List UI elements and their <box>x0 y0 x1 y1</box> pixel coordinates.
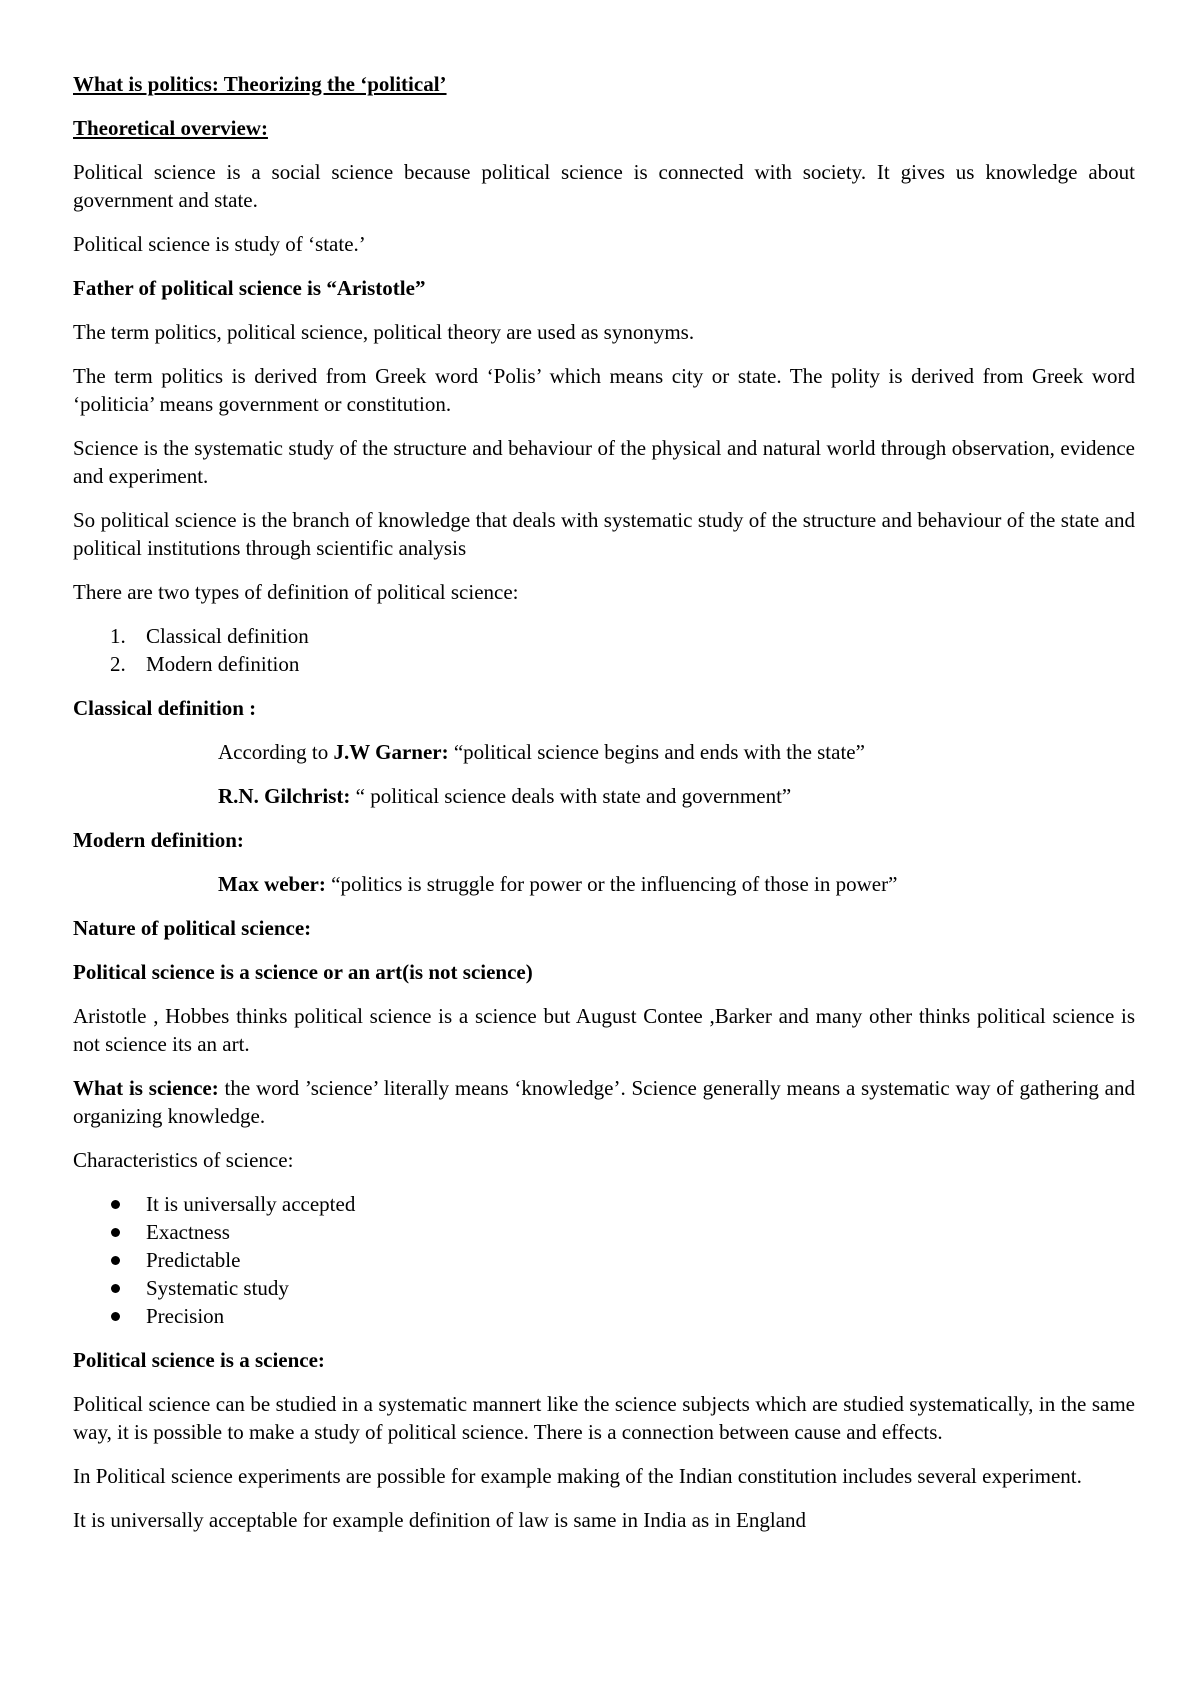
paragraph-science-definition: Science is the systematic study of the structure and behaviour of the physical and natural world through observation, evidence and experiment. <box>73 436 1135 488</box>
paragraph-experiments: In Political science experiments are possible for example making of the Indian constitution includes several experiment. <box>73 1464 1082 1488</box>
father-heading: Father of political science is “Aristotle” <box>73 276 426 300</box>
what-is-science-text: the word ’science’ literally means ‘knowledge’. Science generally means a systematic way of gathering and organizing knowledge. <box>73 1076 1135 1128</box>
nature-heading: Nature of political science: <box>73 916 312 940</box>
bullet-icon <box>111 1312 120 1321</box>
weber-quote <box>73 870 1135 898</box>
bullet-icon <box>111 1284 120 1293</box>
weber-quote-text: “politics is struggle for power or the influencing of those in power” <box>325 872 898 896</box>
paragraph-study-of-state: Political science is study of ‘state.’ <box>73 232 366 256</box>
list-item <box>73 650 1135 678</box>
list-item <box>73 1302 1135 1330</box>
paragraph-systematic: Political science can be studied in a systematic mannert like the science subjects which are studied systematically, in the same way, it is possible to make a study of political science. There is a connection between cause and effects. <box>73 1392 1135 1444</box>
list-item <box>73 1274 1135 1302</box>
list-item-text: Systematic study <box>146 1276 289 1300</box>
paragraph-political-science-branch: So political science is the branch of knowledge that deals with systematic study of the structure and behaviour of the state and political institutions through scientific analysis <box>73 508 1135 560</box>
list-number: 1. <box>110 624 126 648</box>
list-item <box>73 1218 1135 1246</box>
bullet-icon <box>111 1256 120 1265</box>
document-page <box>73 70 1135 1550</box>
modern-definition-heading: Modern definition: <box>73 828 244 852</box>
gilchrist-quote <box>73 782 1135 810</box>
bullet-icon <box>111 1200 120 1209</box>
paragraph-universal: It is universally acceptable for example definition of law is same in India as in England <box>73 1508 807 1532</box>
paragraph-synonyms: The term politics, political science, political theory are used as synonyms. <box>73 320 695 344</box>
science-or-art-heading: Political science is a science or an art(is not science) <box>73 960 533 984</box>
garner-prefix: According to <box>218 740 334 764</box>
is-science-heading: Political science is a science: <box>73 1348 325 1372</box>
garner-name: J.W Garner: <box>333 740 449 764</box>
list-item <box>73 1246 1135 1274</box>
what-is-science-label: What is science: <box>73 1076 219 1100</box>
garner-quote <box>73 738 1135 766</box>
list-number: 2. <box>110 652 126 676</box>
weber-name: Max weber: <box>218 872 326 896</box>
gilchrist-quote-text: “ political science deals with state and government” <box>350 784 792 808</box>
bullet-icon <box>111 1228 120 1237</box>
list-item-text: Modern definition <box>146 652 300 676</box>
list-item-text: Predictable <box>146 1248 241 1272</box>
paragraph-aristotle-hobbes: Aristotle , Hobbes thinks political science is a science but August Contee ,Barker and many other thinks political science is not science its an art. <box>73 1004 1135 1056</box>
gilchrist-name: R.N. Gilchrist: <box>218 784 351 808</box>
classical-definition-heading: Classical definition : <box>73 696 257 720</box>
paragraph-characteristics: Characteristics of science: <box>73 1148 294 1172</box>
theoretical-overview-heading: Theoretical overview: <box>73 116 268 140</box>
paragraph-two-types: There are two types of definition of political science: <box>73 580 519 604</box>
list-item-text: It is universally accepted <box>146 1192 356 1216</box>
list-item <box>73 622 1135 650</box>
garner-quote-text: “political science begins and ends with the state” <box>448 740 865 764</box>
document-title: What is politics: Theorizing the ‘political’ <box>73 72 447 96</box>
list-item-text: Precision <box>146 1304 225 1328</box>
characteristics-list <box>73 1190 1135 1330</box>
paragraph-social-science: Political science is a social science because political science is connected with society. It gives us knowledge about government and state. <box>73 160 1135 212</box>
what-is-science-paragraph <box>73 1074 1135 1130</box>
list-item-text: Classical definition <box>146 624 309 648</box>
definition-types-list <box>73 622 1135 678</box>
list-item-text: Exactness <box>146 1220 230 1244</box>
list-item <box>73 1190 1135 1218</box>
paragraph-polis: The term politics is derived from Greek word ‘Polis’ which means city or state. The polity is derived from Greek word ‘politicia’ means government or constitution. <box>73 364 1135 416</box>
